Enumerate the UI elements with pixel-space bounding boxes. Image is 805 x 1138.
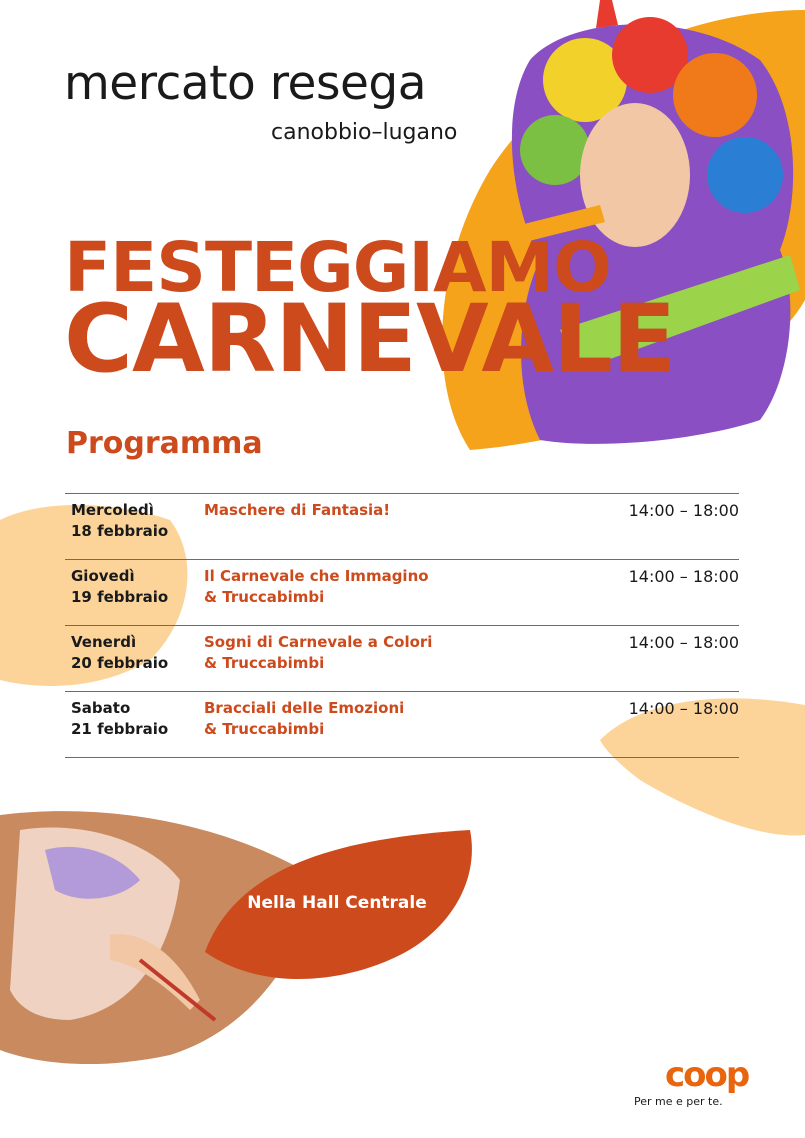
date: 20 febbraio <box>71 654 169 672</box>
date: 19 febbraio <box>71 588 169 606</box>
weekday: Venerdì <box>71 633 137 651</box>
activity-line2: & Truccabimbi <box>204 720 325 738</box>
coop-tagline: Per me e per te. <box>634 1095 723 1108</box>
headline-line2: CARNEVALE <box>64 285 676 394</box>
headline-line1: FESTEGGIAMO <box>64 228 611 308</box>
schedule-day <box>71 632 168 674</box>
activity <box>204 500 390 521</box>
activity-line1: Sogni di Carnevale a Colori <box>204 633 433 651</box>
activity-line1: Bracciali delle Emozioni <box>204 699 405 717</box>
schedule-row <box>65 559 739 625</box>
date: 21 febbraio <box>71 720 169 738</box>
time: 14:00 – 18:00 <box>628 501 739 520</box>
time: 14:00 – 18:00 <box>628 567 739 586</box>
brand-name: mercato resega <box>64 56 427 111</box>
venue-label: Nella Hall Centrale <box>247 893 427 913</box>
schedule-day <box>71 500 168 542</box>
activity-line1: Maschere di Fantasia! <box>204 501 391 519</box>
schedule-row <box>65 493 739 559</box>
schedule-day <box>71 698 168 740</box>
coop-logo: coop <box>665 1055 749 1095</box>
activity <box>204 566 429 608</box>
activity-line1: Il Carnevale che Immagino <box>204 567 429 585</box>
activity <box>204 632 432 674</box>
date: 18 febbraio <box>71 522 169 540</box>
schedule-row <box>65 691 739 758</box>
brand-location: canobbio–lugano <box>271 120 458 145</box>
time: 14:00 – 18:00 <box>628 633 739 652</box>
schedule-day <box>71 566 168 608</box>
schedule-table <box>65 493 739 758</box>
weekday: Giovedì <box>71 567 135 585</box>
weekday: Sabato <box>71 699 131 717</box>
activity <box>204 698 404 740</box>
weekday: Mercoledì <box>71 501 154 519</box>
activity-line2: & Truccabimbi <box>204 654 325 672</box>
schedule-row <box>65 625 739 691</box>
activity-line2: & Truccabimbi <box>204 588 325 606</box>
programme-title: Programma <box>66 426 263 461</box>
time: 14:00 – 18:00 <box>628 699 739 718</box>
